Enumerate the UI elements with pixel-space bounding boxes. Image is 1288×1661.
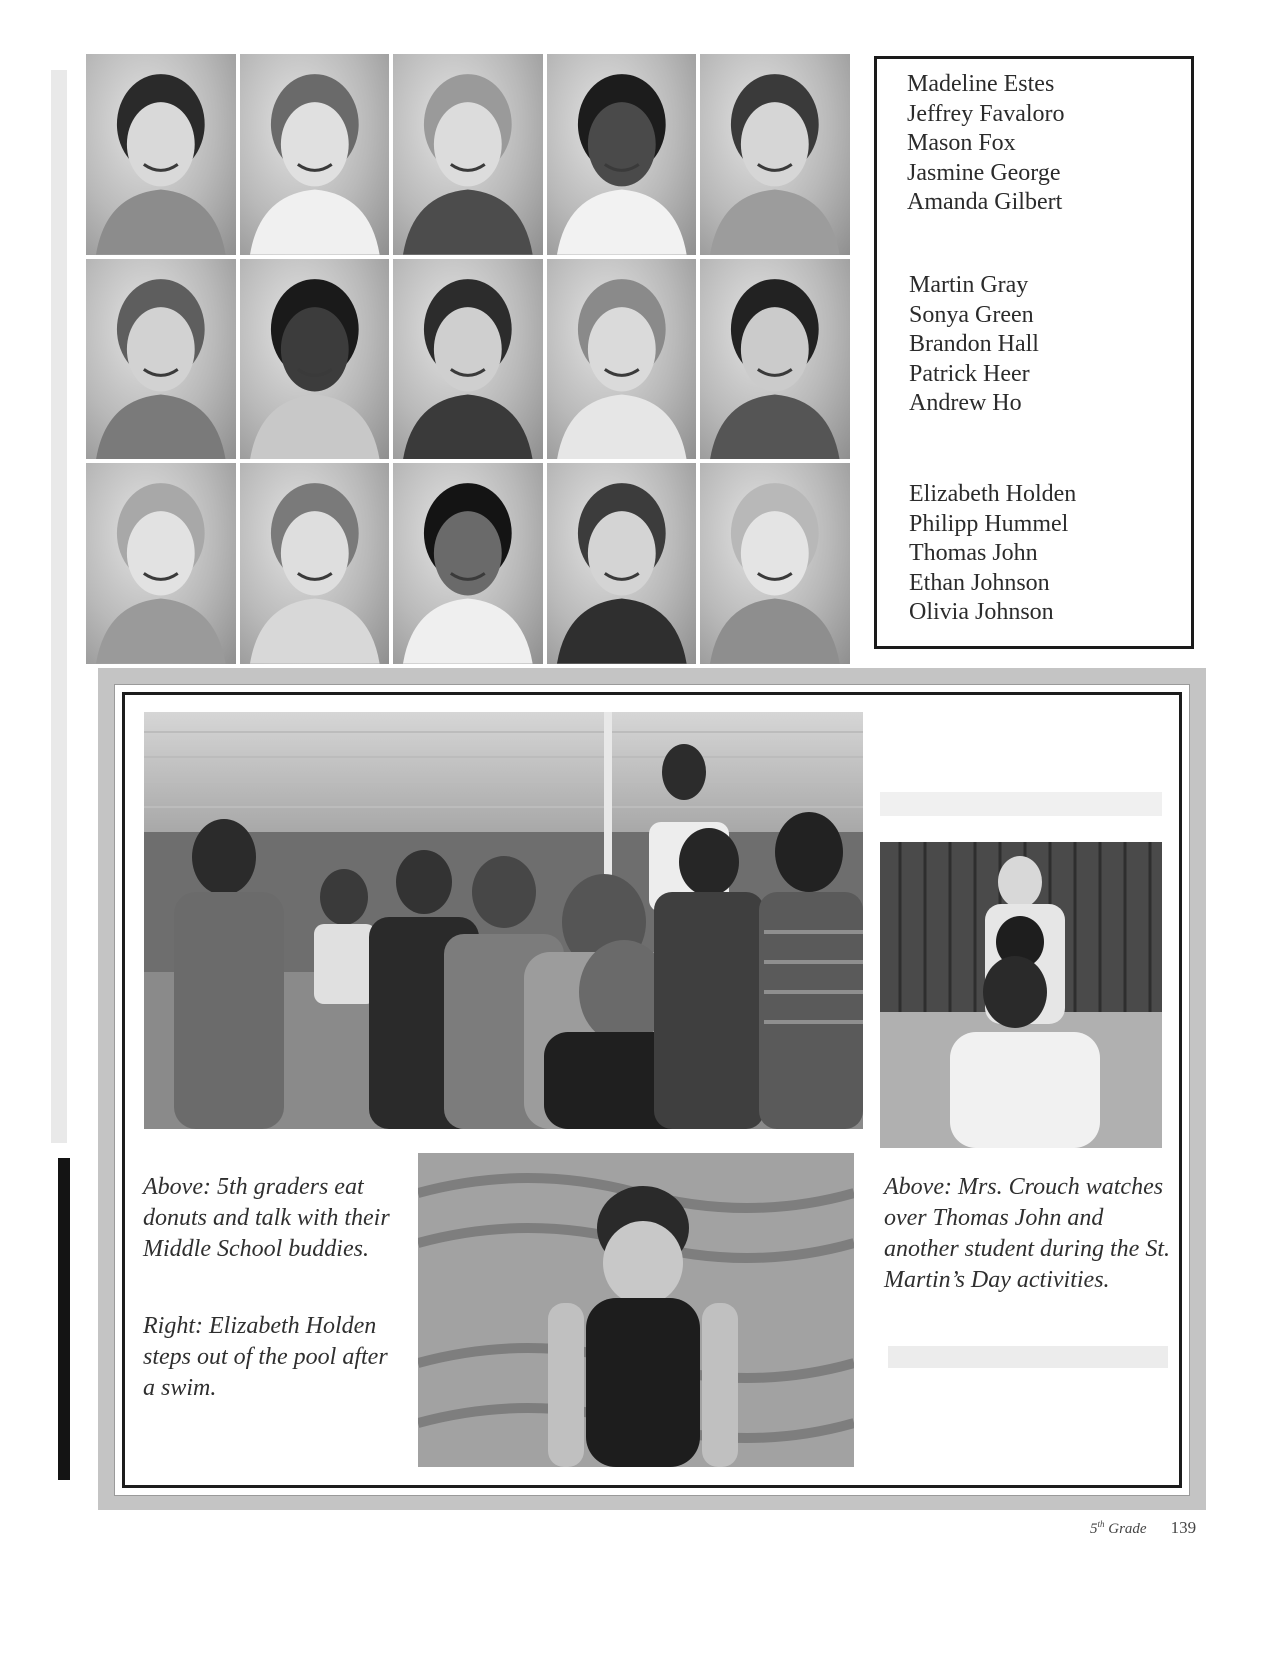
page-footer [1090, 1518, 1196, 1538]
student-name: Amanda Gilbert [907, 189, 1063, 215]
margin-strip-light [51, 70, 67, 1143]
page-number: 139 [1170, 1518, 1197, 1537]
student-portrait [240, 54, 390, 255]
student-portrait [700, 259, 850, 460]
student-portrait [547, 54, 697, 255]
student-portrait [393, 54, 543, 255]
student-name: Ethan Johnson [909, 569, 1050, 596]
student-name: Andrew Ho [909, 390, 1022, 416]
student-names-box [874, 56, 1194, 649]
student-name: Mason Fox [907, 130, 1016, 156]
pool-photo [418, 1153, 854, 1467]
caption-spacer-bar [888, 1346, 1168, 1368]
student-portrait [86, 463, 236, 664]
student-portrait [547, 259, 697, 460]
student-portrait [86, 54, 236, 255]
section-number: 5 [1090, 1521, 1098, 1537]
section-label [1090, 1521, 1147, 1537]
st-martins-day-photo [880, 842, 1162, 1148]
student-portrait [393, 259, 543, 460]
caption-donuts: Above: 5th graders eat donuts and talk with their Middle School buddies. [143, 1174, 390, 1262]
student-portrait [700, 463, 850, 664]
caption-st-martins-day: Above: Mrs. Crouch watches over Thomas John and another student during the St. Martin’s Day activities. [884, 1174, 1170, 1293]
student-name: Brandon Hall [909, 331, 1039, 357]
student-portrait [240, 259, 390, 460]
student-name: Patrick Heer [909, 360, 1030, 387]
name-group-2 [909, 271, 1039, 419]
student-portrait [86, 259, 236, 460]
student-name: Madeline Estes [907, 71, 1055, 97]
portrait-grid [86, 54, 850, 664]
section-suffix: th [1097, 1519, 1105, 1529]
student-portrait [547, 463, 697, 664]
name-group-3 [909, 480, 1076, 628]
student-portrait [700, 54, 850, 255]
student-name: Thomas John [909, 540, 1038, 566]
student-name: Olivia Johnson [909, 599, 1054, 625]
student-name: Martin Gray [909, 272, 1029, 298]
student-name: Jasmine George [907, 159, 1061, 186]
section-name: Grade [1108, 1521, 1147, 1537]
cafeteria-photo [144, 712, 863, 1129]
name-group-1 [907, 70, 1065, 218]
margin-strip-dark [58, 1158, 70, 1480]
caption-spacer-bar [880, 792, 1162, 816]
caption-pool: Right: Elizabeth Holden steps out of the pool after a swim. [143, 1313, 388, 1401]
student-portrait [393, 463, 543, 664]
student-name: Jeffrey Favaloro [907, 100, 1065, 127]
student-name: Elizabeth Holden [909, 481, 1077, 507]
student-name: Philipp Hummel [909, 510, 1069, 537]
student-name: Sonya Green [909, 301, 1034, 328]
student-portrait [240, 463, 390, 664]
